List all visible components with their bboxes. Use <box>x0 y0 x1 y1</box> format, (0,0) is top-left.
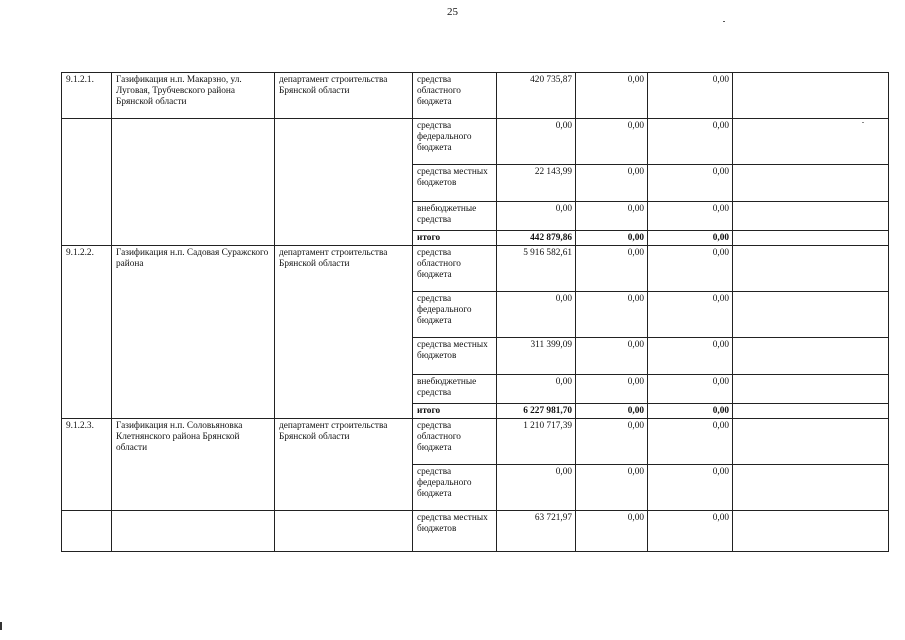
amount-cell: 420 735,87 <box>497 73 576 119</box>
item-code-cell: 9.1.2.2. <box>62 246 112 419</box>
amount-cell: 0,00 <box>648 231 733 246</box>
amount-cell: 1 210 717,39 <box>497 419 576 465</box>
note-cell <box>733 73 889 119</box>
executor-cell: департамент строительства Брянской области <box>275 73 413 119</box>
funding-source-cell: средства областного бюджета <box>413 73 497 119</box>
note-cell <box>733 292 889 338</box>
item-name-cell: Газификация н.п. Садовая Суражского района <box>112 246 275 419</box>
amount-cell: 0,00 <box>576 375 648 404</box>
table-body <box>62 73 889 552</box>
amount-cell: 0,00 <box>648 465 733 511</box>
executor-cell <box>275 511 413 552</box>
funding-source-cell: внебюджетные средства <box>413 375 497 404</box>
amount-cell: 0,00 <box>576 419 648 465</box>
amount-cell: 6 227 981,70 <box>497 404 576 419</box>
item-code-cell <box>62 511 112 552</box>
amount-cell: 0,00 <box>648 292 733 338</box>
note-cell <box>733 465 889 511</box>
item-code-cell <box>62 119 112 246</box>
funding-source-cell: средства местных бюджетов <box>413 338 497 375</box>
note-cell <box>733 419 889 465</box>
amount-cell: 0,00 <box>576 231 648 246</box>
funding-source-cell: средства областного бюджета <box>413 246 497 292</box>
amount-cell: 0,00 <box>576 246 648 292</box>
amount-cell: 0,00 <box>648 511 733 552</box>
amount-cell: 0,00 <box>576 73 648 119</box>
note-cell <box>733 511 889 552</box>
note-cell <box>733 231 889 246</box>
amount-cell: 0,00 <box>497 119 576 165</box>
note-cell <box>733 202 889 231</box>
amount-cell: 0,00 <box>648 404 733 419</box>
item-code-cell: 9.1.2.3. <box>62 419 112 511</box>
amount-cell: 0,00 <box>576 511 648 552</box>
funding-source-cell: средства местных бюджетов <box>413 165 497 202</box>
table-row <box>62 73 889 119</box>
note-cell <box>733 246 889 292</box>
funding-source-cell: средства федерального бюджета <box>413 292 497 338</box>
funding-source-cell: внебюджетные средства <box>413 202 497 231</box>
funding-source-cell: средства федерального бюджета <box>413 119 497 165</box>
amount-cell: 0,00 <box>576 338 648 375</box>
amount-cell: 0,00 <box>648 202 733 231</box>
funding-source-cell: средства местных бюджетов <box>413 511 497 552</box>
amount-cell: 311 399,09 <box>497 338 576 375</box>
amount-cell: 0,00 <box>576 292 648 338</box>
amount-cell: 0,00 <box>648 119 733 165</box>
executor-cell: департамент строительства Брянской области <box>275 246 413 419</box>
item-name-cell: Газификация н.п. Соловьяновка Клетнянского района Брянской области <box>112 419 275 511</box>
item-name-cell: Газификация н.п. Макарзно, ул. Луговая, Трубчевского района Брянской области <box>112 73 275 119</box>
amount-cell: 0,00 <box>497 292 576 338</box>
page-number: 25 <box>447 6 458 18</box>
table-row <box>62 119 889 165</box>
note-cell <box>733 338 889 375</box>
item-name-cell <box>112 119 275 246</box>
amount-cell: 0,00 <box>576 165 648 202</box>
amount-cell: 0,00 <box>576 202 648 231</box>
amount-cell: 0,00 <box>648 246 733 292</box>
note-cell <box>733 165 889 202</box>
amount-cell: 0,00 <box>497 375 576 404</box>
amount-cell: 0,00 <box>648 338 733 375</box>
amount-cell: 5 916 582,61 <box>497 246 576 292</box>
amount-cell: 0,00 <box>497 465 576 511</box>
note-cell <box>733 119 889 165</box>
amount-cell: 0,00 <box>497 202 576 231</box>
scan-speck <box>0 622 2 630</box>
amount-cell: 0,00 <box>576 404 648 419</box>
scan-speck <box>723 21 725 22</box>
amount-cell: 0,00 <box>648 73 733 119</box>
amount-cell: 0,00 <box>576 465 648 511</box>
amount-cell: 0,00 <box>648 419 733 465</box>
note-cell <box>733 375 889 404</box>
budget-table <box>61 72 889 552</box>
amount-cell: 63 721,97 <box>497 511 576 552</box>
amount-cell: 0,00 <box>648 375 733 404</box>
item-name-cell <box>112 511 275 552</box>
table-row <box>62 246 889 292</box>
amount-cell: 0,00 <box>648 165 733 202</box>
table-row <box>62 511 889 552</box>
funding-source-cell: средства федерального бюджета <box>413 465 497 511</box>
funding-source-cell: средства областного бюджета <box>413 419 497 465</box>
amount-cell: 442 879,86 <box>497 231 576 246</box>
amount-cell: 0,00 <box>576 119 648 165</box>
executor-cell: департамент строительства Брянской области <box>275 419 413 511</box>
amount-cell: 22 143,99 <box>497 165 576 202</box>
item-code-cell: 9.1.2.1. <box>62 73 112 119</box>
executor-cell <box>275 119 413 246</box>
table-row <box>62 419 889 465</box>
total-label-cell: итого <box>413 404 497 419</box>
total-label-cell: итого <box>413 231 497 246</box>
note-cell <box>733 404 889 419</box>
